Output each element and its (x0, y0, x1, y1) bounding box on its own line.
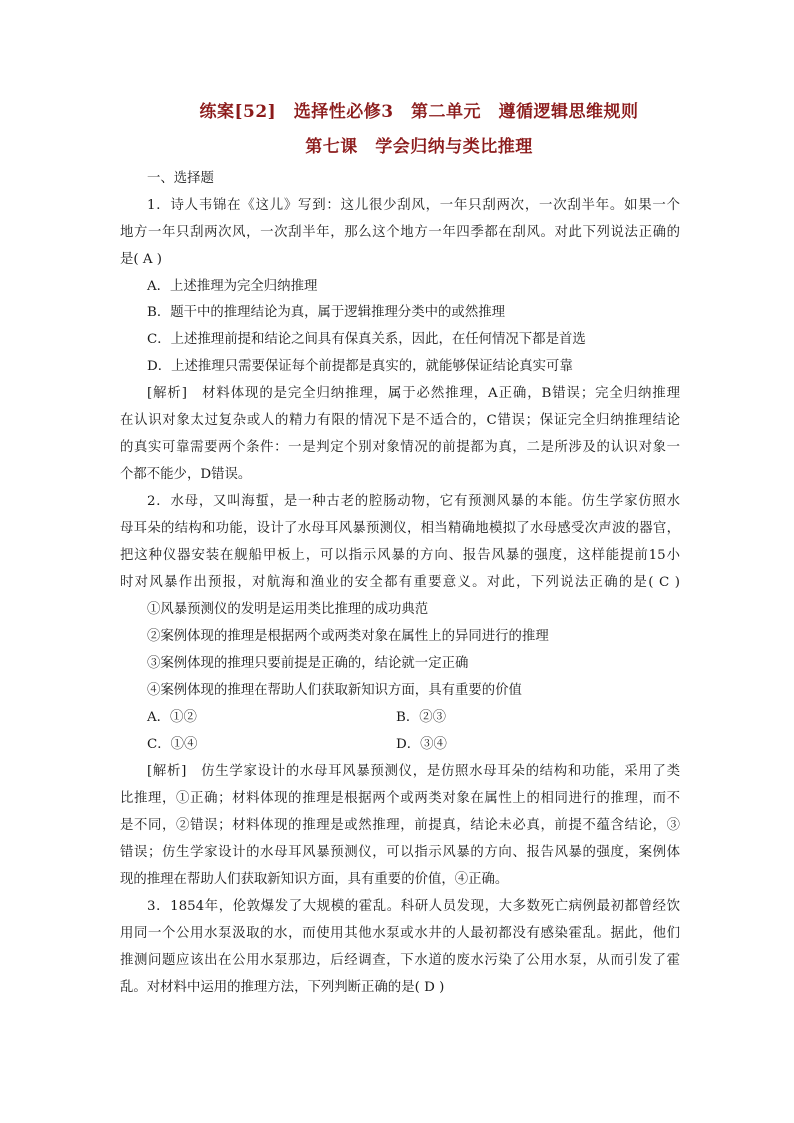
document-title: 练案[52] 选择性必修3 第二单元 遵循逻辑思维规则 (199, 102, 639, 122)
q2-analysis-line: 是不同，②错误；材料体现的推理是或然推理，前提真，结论未必真，前提不蕴含结论，③ (120, 818, 680, 833)
q2-stem-line: 2．水母，又叫海蜇，是一种古老的腔肠动物，它有预测风暴的本能。仿生学家仿照水 (147, 494, 680, 509)
q2-analysis-line: 错误；仿生学家设计的水母耳风暴预测仪，可以指示风暴的方向、报告风暴的强度，案例体 (120, 845, 680, 860)
q2-statement-1: ①风暴预测仪的发明是运用类比推理的成功典范 (147, 602, 429, 617)
q3-stem-line: 推测问题应该出在公用水泵那边，后经调查，下水道的废水污染了公用水泵，从而引发了霍 (120, 953, 680, 968)
q2-stem-line: 母耳朵的结构和功能，设计了水母耳风暴预测仪，相当精确地模拟了水母感受次声波的器官， (120, 521, 680, 536)
q2-option-c: C．①④ (147, 737, 198, 752)
q1-analysis-line: 的真实可靠需要两个条件：一是判定个别对象情况的前提都为真，二是所涉及的认识对象一 (120, 440, 680, 455)
q1-stem-line: 1．诗人韦锦在《这儿》写到：这儿很少刮风，一年只刮两次，一次刮半年。如果一个 (147, 198, 680, 213)
q2-statement-4: ④案例体现的推理在帮助人们获取新知识方面，具有重要的价值 (147, 683, 522, 698)
q2-option-b: B．②③ (396, 710, 447, 725)
q1-analysis-line: [解析] 材料体现的是完全归纳推理，属于必然推理，A正确，B错误；完全归纳推理 (147, 386, 680, 401)
q3-stem-line: 3．1854年，伦敦爆发了大规模的霍乱。科研人员发现，大多数死亡病例最初都曾经饮 (147, 899, 680, 914)
lesson-title: 第七课 学会归纳与类比推理 (305, 137, 533, 157)
q1-stem-line: 是( A ) (120, 252, 163, 267)
q1-option-a: A．上述推理为完全归纳推理 (147, 279, 318, 294)
q2-option-d: D．③④ (396, 737, 447, 752)
q2-analysis-line: [解析] 仿生学家设计的水母耳风暴预测仪，是仿照水母耳朵的结构和功能，采用了类 (147, 764, 680, 779)
q3-stem-line: 乱。对材料中运用的推理方法，下列判断正确的是( D ) (120, 980, 445, 995)
q2-statement-2: ②案例体现的推理是根据两个或两类对象在属性上的异同进行的推理 (147, 629, 549, 644)
q1-option-d: D．上述推理只需要保证每个前提都是真实的，就能够保证结论真实可靠 (147, 359, 573, 374)
q1-stem-line: 地方一年只刮两次风，一次刮半年，那么这个地方一年四季都在刮风。对此下列说法正确的 (120, 225, 680, 240)
q1-option-b: B．题干中的推理结论为真，属于逻辑推理分类中的或然推理 (147, 305, 505, 320)
q1-analysis-line: 个都不能少，D错误。 (120, 467, 252, 482)
q2-option-a: A．①② (147, 710, 197, 725)
q2-statement-3: ③案例体现的推理只要前提是正确的，结论就一定正确 (147, 656, 469, 671)
q2-analysis-line: 现的推理在帮助人们获取新知识方面，具有重要的价值，④正确。 (120, 872, 509, 887)
q3-stem-line: 用同一个公用水泵汲取的水，而使用其他水泵或水井的人最初都没有感染霍乱。据此，他们 (120, 926, 680, 941)
q2-stem-line: 时对风暴作出预报，对航海和渔业的安全都有重要意义。对此，下列说法正确的是( C ) (120, 575, 680, 590)
section-heading: 一、选择题 (147, 171, 214, 186)
q1-option-c: C．上述推理前提和结论之间具有保真关系，因此，在任何情况下都是首选 (147, 332, 586, 347)
q1-analysis-line: 在认识对象太过复杂或人的精力有限的情况下是不适合的，C错误；保证完全归纳推理结论 (120, 413, 680, 428)
q2-analysis-line: 比推理，①正确；材料体现的推理是根据两个或两类对象在属性上的相同进行的推理，而不 (120, 791, 680, 806)
q2-stem-line: 把这种仪器安装在舰船甲板上，可以指示风暴的方向、报告风暴的强度，这样能提前15小 (120, 548, 680, 563)
